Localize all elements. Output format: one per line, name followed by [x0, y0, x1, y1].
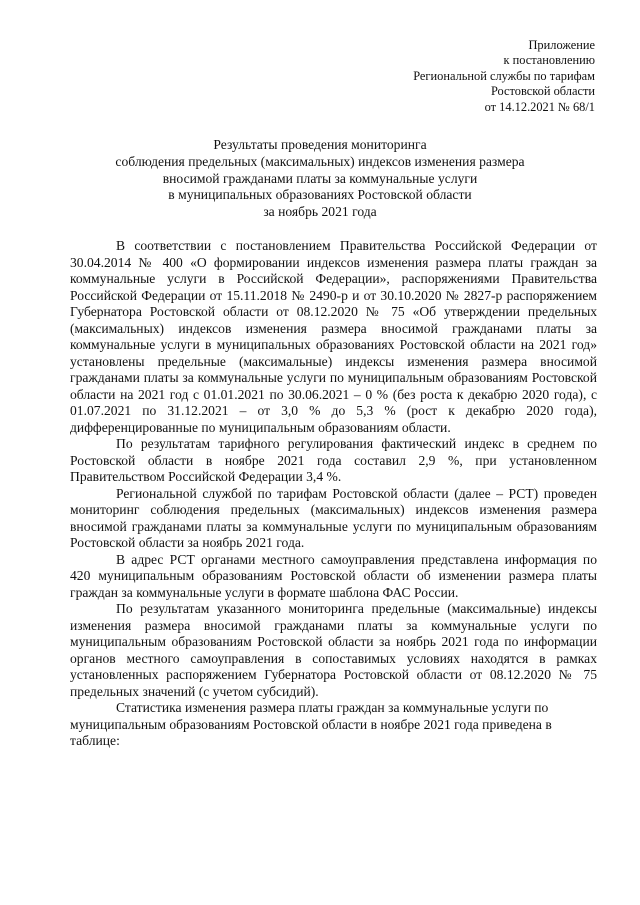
appendix-line: Региональной службы по тарифам — [413, 68, 595, 83]
title-line: соблюдения предельных (максимальных) индексов изменения размера — [115, 153, 525, 169]
appendix-line: к постановлению — [503, 53, 595, 68]
body-paragraph: В соответствии с постановлением Правительства Российской Федерации от 30.04.2014 № 400 «О формировании индексов изменения размера платы граждан за коммунальные услуги в Российской Федерации», распоряжениями Правительства Российской Федерации от 15.11.2018 № 2490-р и от 30.10.2020 № 2827-р распоряжением Губернатора Ростовской области от 08.12.2020 № 75 «Об утверждении предельных (максимальных) индексов изменения размера вносимой гражданами платы за коммунальные услуги в муниципальных образованиях Ростовской области на 2021 год» установлены предельные (максимальные) индексы изменения размера вносимой гражданами платы за коммунальные услуги по муниципальным образованиям Ростовской области на 2021 год с 01.01.2021 по 30.06.2021 – 0 % (без роста к декабрю 2020 года), с 01.07.2021 по 31.12.2021 – от 3,0 % до 5,3 % (рост к декабрю 2020 года), дифференцированные по муниципальным образованиям области. — [70, 238, 597, 435]
document-title — [60, 137, 580, 221]
appendix-line: Ростовской области — [490, 84, 595, 99]
title-line: за ноябрь 2021 года — [263, 204, 377, 220]
title-line: вносимой гражданами платы за коммунальные услуги — [162, 170, 478, 186]
appendix-line: от 14.12.2021 № 68/1 — [484, 99, 595, 114]
body-paragraph: В адрес РСТ органами местного самоуправления представлена информация по 420 муниципальным образованиям Ростовской области об изменении размера платы граждан за коммунальные услуги в формате шаблона ФАС России. — [70, 551, 597, 600]
document-body — [70, 238, 597, 750]
title-line: Результаты проведения мониторинга — [213, 137, 427, 152]
body-paragraph: По результатам указанного мониторинга предельные (максимальные) индексы изменения размера вносимой гражданами платы за коммунальные услуги по муниципальным образованиям Ростовской области за ноябрь 2021 года по информации органов местного самоуправления в сопоставимых условиях находятся в рамках установленных распоряжением Губернатора Ростовской области от 08.12.2020 № 75 предельных значений (с учетом субсидий). — [70, 601, 597, 699]
appendix-header — [413, 38, 595, 115]
appendix-line: Приложение — [528, 38, 595, 52]
title-line: в муниципальных образованиях Ростовской области — [168, 187, 472, 203]
body-paragraph: Региональной службой по тарифам Ростовской области (далее – РСТ) проведен мониторинг соблюдения предельных (максимальных) индексов изменения размера вносимой гражданами платы за коммунальные услуги по муниципальным образованиям Ростовской области за ноябрь 2021 года. — [70, 485, 597, 550]
body-paragraph: По результатам тарифного регулирования фактический индекс в среднем по Ростовской области в ноябре 2021 года составил 2,9 %, при установленном Правительством Российской Федерации 3,4 %. — [70, 436, 597, 484]
body-paragraph: Статистика изменения размера платы граждан за коммунальные услуги по муниципальным образованиям Ростовской области в ноябре 2021 года приведена в таблице: — [70, 700, 552, 748]
